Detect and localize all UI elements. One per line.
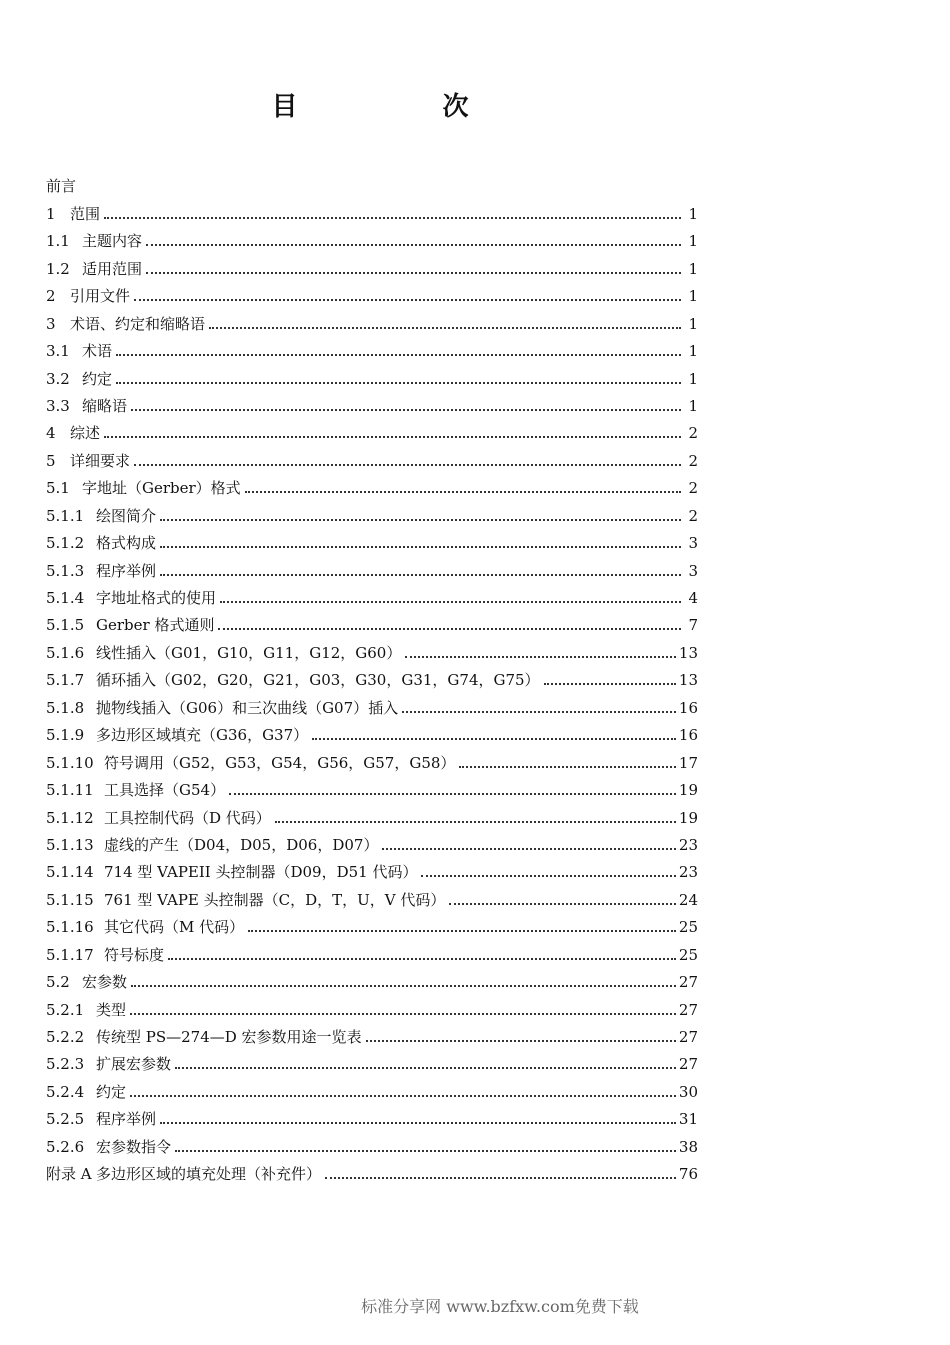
toc-entry-number: 5.2 xyxy=(46,973,70,992)
toc-entry[interactable] xyxy=(46,278,698,305)
dot-leader xyxy=(146,272,681,274)
toc-entry-title: Gerber 格式通则 xyxy=(96,616,215,635)
toc-entry-title: 范围 xyxy=(70,204,101,223)
toc-entry[interactable] xyxy=(46,772,698,799)
toc-entry[interactable] xyxy=(46,168,698,195)
toc-entry-title: 宏参数 xyxy=(82,973,128,992)
toc-entry-title: 适用范围 xyxy=(82,259,143,278)
toc-entry[interactable] xyxy=(46,662,698,689)
toc-entry-number: 5.1.8 xyxy=(46,698,85,717)
toc-entry-page: 31 xyxy=(678,1110,698,1129)
toc-entry[interactable] xyxy=(46,1046,698,1073)
toc-entry-page: 17 xyxy=(678,753,698,772)
toc-entry-number: 5.1.1 xyxy=(46,506,85,525)
toc-entry-title: 工具控制代码（D 代码） xyxy=(104,808,271,827)
toc-entry-title: 714 型 VAPEII 头控制器（D09，D51 代码） xyxy=(104,863,418,882)
dot-leader xyxy=(146,244,681,246)
toc-entry-page: 1 xyxy=(688,232,698,251)
toc-entry-title: 详细要求 xyxy=(70,451,131,470)
watermark-footer: 标准分享网 www.bzfxw.com免费下载 xyxy=(361,1297,639,1316)
dot-leader xyxy=(104,217,681,219)
dot-leader xyxy=(325,1177,676,1179)
toc-entry-number: 5.1.12 xyxy=(46,808,94,827)
toc-entry-page: 27 xyxy=(678,973,698,992)
toc-entry-page: 16 xyxy=(678,698,698,717)
toc-entry-page: 2 xyxy=(688,424,698,443)
dot-leader xyxy=(134,464,681,466)
toc-entry-number: 5.1.6 xyxy=(46,643,85,662)
toc-entry-title: 程序举例 xyxy=(96,561,157,580)
dot-leader xyxy=(160,546,681,548)
toc-entry-title: 传统型 PS—274—D 宏参数用途一览表 xyxy=(96,1028,362,1046)
toc-entry-title: 术语、约定和缩略语 xyxy=(70,314,206,333)
toc-entry-number: 5.2.4 xyxy=(46,1082,85,1101)
toc-entry[interactable] xyxy=(46,360,698,387)
toc-entry[interactable] xyxy=(46,195,698,222)
toc-entry[interactable] xyxy=(46,388,698,415)
toc-entry-number: 5.1.11 xyxy=(46,781,94,800)
toc-entry-number: 3.2 xyxy=(46,369,70,388)
toc-entry-page: 38 xyxy=(678,1137,698,1156)
toc-entry[interactable] xyxy=(46,744,698,771)
toc-entry[interactable] xyxy=(46,552,698,579)
toc-entry-number: 5.2.1 xyxy=(46,1000,85,1019)
toc-entry-page: 2 xyxy=(688,451,698,470)
toc-entry-number: 4 xyxy=(46,424,56,443)
toc-entry-page: 30 xyxy=(678,1082,698,1101)
toc-entry-title: 符号标度 xyxy=(104,945,165,964)
toc-entry-number: 5.1.5 xyxy=(46,616,85,635)
toc-entry-number: 附录 A xyxy=(46,1165,92,1184)
toc-entry-page: 2 xyxy=(688,506,698,525)
dot-leader xyxy=(544,683,676,685)
dot-leader xyxy=(116,382,681,384)
dot-leader xyxy=(134,299,681,301)
toc-entry[interactable] xyxy=(46,854,698,881)
dot-leader xyxy=(245,491,681,493)
toc-entry-number: 3.3 xyxy=(46,396,70,415)
toc-entry-title: 主题内容 xyxy=(82,232,143,251)
toc-entry-page: 1 xyxy=(688,204,698,223)
toc-entry-title: 多边形区域的填充处理（补充件） xyxy=(96,1165,322,1184)
toc-entry-number: 5.1.9 xyxy=(46,726,85,745)
toc-entry-number: 5.1.3 xyxy=(46,561,85,580)
toc-entry[interactable] xyxy=(46,305,698,332)
toc-entry[interactable] xyxy=(46,1156,698,1183)
toc-entry[interactable] xyxy=(46,717,698,744)
dot-leader xyxy=(459,766,675,768)
toc-entry-title: 宏参数指令 xyxy=(96,1137,172,1156)
toc-entry-number: 5.2.6 xyxy=(46,1137,85,1156)
toc-entry-page: 16 xyxy=(678,726,698,745)
toc-entry-page: 4 xyxy=(688,589,698,607)
toc-entry[interactable] xyxy=(46,497,698,524)
toc-entry-number: 3.1 xyxy=(46,342,70,361)
toc-entry-number: 5.2.5 xyxy=(46,1110,85,1129)
dot-leader xyxy=(130,1013,676,1015)
toc-entry-page: 1 xyxy=(688,259,698,278)
table-of-contents xyxy=(46,168,698,1183)
toc-entry[interactable] xyxy=(46,1073,698,1100)
toc-entry-number: 1.2 xyxy=(46,259,70,278)
toc-entry-number: 5.1.16 xyxy=(46,918,94,937)
toc-entry-number: 5.1.4 xyxy=(46,589,85,607)
toc-entry[interactable] xyxy=(46,415,698,442)
toc-entry-page: 7 xyxy=(688,616,698,635)
toc-entry[interactable] xyxy=(46,223,698,250)
dot-leader xyxy=(218,628,681,630)
dot-leader xyxy=(116,354,681,356)
toc-entry[interactable] xyxy=(46,634,698,661)
toc-entry-page: 27 xyxy=(678,1055,698,1074)
toc-entry-title: 符号调用（G52，G53，G54，G56，G57，G58） xyxy=(104,753,456,772)
toc-entry-title: 抛物线插入（G06）和三次曲线（G07）插入 xyxy=(96,698,399,717)
toc-entry-page: 1 xyxy=(688,287,698,306)
toc-entry-page: 24 xyxy=(678,890,698,909)
toc-entry-number: 5.1.14 xyxy=(46,863,94,882)
toc-entry-number: 5.1 xyxy=(46,479,70,498)
dot-leader xyxy=(248,930,676,932)
toc-entry-page: 1 xyxy=(688,314,698,333)
dot-leader xyxy=(175,1150,676,1152)
toc-entry-title: 类型 xyxy=(96,1000,127,1019)
toc-entry-title: 循环插入（G02，G20，G21，G03，G30，G31，G74，G75） xyxy=(96,671,540,690)
dot-leader xyxy=(104,436,681,438)
dot-leader xyxy=(366,1040,676,1042)
dot-leader xyxy=(421,875,675,877)
toc-entry-title: 术语 xyxy=(82,342,113,361)
toc-entry-page: 3 xyxy=(688,534,698,553)
toc-entry-title: 前言 xyxy=(46,177,77,196)
toc-entry-number: 5.1.17 xyxy=(46,945,94,964)
dot-leader xyxy=(220,601,681,603)
dot-leader xyxy=(405,656,676,658)
toc-entry-page: 13 xyxy=(678,671,698,690)
toc-entry[interactable] xyxy=(46,827,698,854)
toc-entry-title: 线性插入（G01，G10，G11，G12，G60） xyxy=(96,643,402,662)
dot-leader xyxy=(131,409,681,411)
dot-leader xyxy=(160,574,681,576)
dot-leader xyxy=(160,519,681,521)
toc-entry[interactable] xyxy=(46,442,698,469)
toc-entry-page: 1 xyxy=(688,396,698,415)
toc-entry[interactable] xyxy=(46,964,698,991)
toc-entry-title: 综述 xyxy=(70,424,101,443)
toc-entry-title: 字地址（Gerber）格式 xyxy=(82,479,241,498)
page-title: 目 次 xyxy=(271,92,537,122)
toc-entry[interactable] xyxy=(46,1019,698,1046)
toc-entry[interactable] xyxy=(46,333,698,360)
toc-entry-page: 23 xyxy=(678,863,698,882)
toc-entry-title: 多边形区域填充（G36，G37） xyxy=(96,726,309,745)
dot-leader xyxy=(131,985,676,987)
toc-entry-number: 3 xyxy=(46,314,56,333)
toc-entry[interactable] xyxy=(46,1128,698,1155)
toc-entry-page: 25 xyxy=(678,918,698,937)
dot-leader xyxy=(130,1095,676,1097)
toc-entry[interactable] xyxy=(46,799,698,826)
toc-entry-number: 1.1 xyxy=(46,232,70,251)
dot-leader xyxy=(229,793,676,795)
toc-entry-page: 3 xyxy=(688,561,698,580)
toc-entry-title: 缩略语 xyxy=(82,396,128,415)
toc-entry-page: 23 xyxy=(678,835,698,854)
toc-entry[interactable] xyxy=(46,909,698,936)
toc-entry[interactable] xyxy=(46,250,698,277)
toc-entry-number: 5.1.7 xyxy=(46,671,85,690)
toc-entry-number: 2 xyxy=(46,287,56,306)
toc-entry-title: 程序举例 xyxy=(96,1110,157,1129)
toc-entry-page: 13 xyxy=(678,643,698,662)
toc-entry-title: 扩展宏参数 xyxy=(96,1055,172,1074)
dot-leader xyxy=(168,958,676,960)
toc-entry-number: 5.1.2 xyxy=(46,534,85,553)
toc-entry-number: 5.1.13 xyxy=(46,835,94,854)
toc-entry-title: 格式构成 xyxy=(96,534,157,553)
dot-leader xyxy=(449,903,676,905)
toc-entry-number: 5.2.3 xyxy=(46,1055,85,1074)
toc-entry-title: 字地址格式的使用 xyxy=(96,589,217,607)
toc-entry-number: 1 xyxy=(46,204,56,223)
toc-entry-number: 5.1.15 xyxy=(46,890,94,909)
toc-entry-page: 27 xyxy=(678,1028,698,1046)
toc-entry-title: 虚线的产生（D04，D05，D06，D07） xyxy=(104,835,379,854)
toc-entry-title: 绘图简介 xyxy=(96,506,157,525)
toc-entry-page: 27 xyxy=(678,1000,698,1019)
toc-entry-number: 5 xyxy=(46,451,56,470)
dot-leader xyxy=(402,711,676,713)
dot-leader xyxy=(382,848,675,850)
dot-leader xyxy=(275,821,676,823)
dot-leader xyxy=(175,1067,676,1069)
toc-entry[interactable] xyxy=(46,607,698,634)
dot-leader xyxy=(209,327,681,329)
toc-entry-number: 5.1.10 xyxy=(46,753,94,772)
toc-entry[interactable] xyxy=(46,881,698,908)
toc-entry-title: 761 型 VAPE 头控制器（C，D，T，U，V 代码） xyxy=(104,890,446,909)
toc-entry-title: 工具选择（G54） xyxy=(104,781,226,800)
toc-entry-page: 1 xyxy=(688,342,698,361)
toc-entry-number: 5.2.2 xyxy=(46,1028,85,1046)
toc-entry[interactable] xyxy=(46,936,698,963)
toc-entry-page: 25 xyxy=(678,945,698,964)
toc-entry[interactable] xyxy=(46,580,698,607)
dot-leader xyxy=(312,738,676,740)
toc-entry[interactable] xyxy=(46,991,698,1018)
toc-entry-page: 1 xyxy=(688,369,698,388)
toc-entry-page: 19 xyxy=(678,808,698,827)
toc-entry-page: 19 xyxy=(678,781,698,800)
toc-entry[interactable] xyxy=(46,525,698,552)
dot-leader xyxy=(160,1122,676,1124)
toc-entry-page: 76 xyxy=(678,1165,698,1184)
toc-entry-title: 引用文件 xyxy=(70,287,131,306)
toc-entry[interactable] xyxy=(46,470,698,497)
toc-entry-title: 约定 xyxy=(82,369,113,388)
toc-entry-title: 约定 xyxy=(96,1082,127,1101)
toc-entry[interactable] xyxy=(46,1101,698,1128)
toc-entry-page: 2 xyxy=(688,479,698,498)
toc-entry-title: 其它代码（M 代码） xyxy=(104,918,245,937)
toc-entry[interactable] xyxy=(46,689,698,716)
